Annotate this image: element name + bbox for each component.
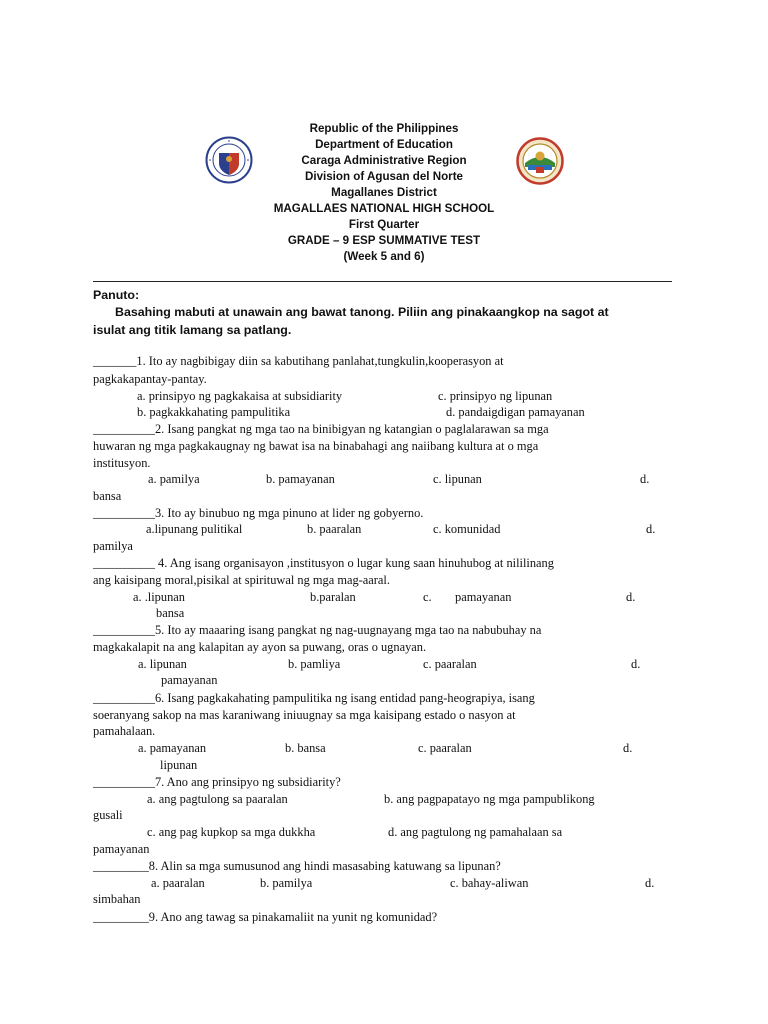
question-3-option-d: d.: [646, 522, 656, 536]
header-quarter: First Quarter: [348, 218, 420, 231]
header-school: MAGALLAES NATIONAL HIGH SCHOOL: [273, 202, 495, 215]
question-6-option-c: c. paaralan: [418, 741, 472, 755]
question-6-option-a: a. pamayanan: [138, 741, 207, 755]
question-6-option-b: b. bansa: [285, 741, 326, 755]
question-8-option-d-text: simbahan: [93, 892, 141, 906]
question-8-option-b: b. pamilya: [260, 876, 313, 890]
question-2-option-a: a. pamilya: [148, 472, 200, 486]
question-5-option-d-text: pamayanan: [161, 673, 218, 687]
question-2-option-c: c. lipunan: [433, 472, 482, 486]
document-header: [200, 121, 568, 265]
question-6-option-d: d.: [623, 741, 633, 755]
question-8-option-a: a. paaralan: [151, 876, 205, 890]
question-1-stem: _______1. Ito ay nagbibigay diin sa kabutihang panlahat,tungkulin,kooperasyon at: [93, 354, 504, 368]
question-6-option-d-text: lipunan: [160, 758, 198, 772]
question-9-stem: _________9. Ano ang tawag sa pinakamaliit na yunit ng komunidad?: [93, 910, 438, 924]
question-1-option-d: d. pandaigdigan pamayanan: [446, 405, 585, 419]
question-3-option-b: b. paaralan: [307, 522, 362, 536]
question-5-stem: __________5. Ito ay maaaring isang pangkat ng nag-uugnayang mga tao na nabubuhay na: [93, 623, 542, 637]
question-6-stem: __________6. Isang pagkakahating pampulitika ng isang entidad pang-heograpiya, isang: [93, 691, 535, 705]
question-3-stem: __________3. Ito ay binubuo ng mga pinuno at lider ng gobyerno.: [93, 506, 424, 520]
instructions-label: Panuto:: [93, 288, 140, 302]
question-1-option-b: b. pagkakkahating pampulitika: [137, 405, 291, 419]
question-1-stem-cont: pagkakapantay-pantay.: [93, 372, 207, 386]
header-district: Magallanes District: [331, 186, 437, 199]
header-department: Department of Education: [315, 138, 453, 151]
header-region: Caraga Administrative Region: [301, 154, 467, 167]
header-test-title: GRADE – 9 ESP SUMMATIVE TEST: [287, 234, 481, 247]
instructions-line-2: isulat ang titik lamang sa patlang.: [93, 323, 292, 337]
question-5-option-a: a. lipunan: [138, 657, 187, 671]
question-4-stem-cont: ang kaisipang moral,pisikal at spirituwal ng mga mag-aaral.: [93, 573, 390, 587]
question-7-option-d-cont: pamayanan: [93, 842, 150, 856]
question-8-option-d: d.: [645, 876, 655, 890]
question-4-option-c: c.: [423, 590, 432, 604]
question-4-option-d: d.: [626, 590, 636, 604]
header-divider: [93, 281, 672, 282]
question-5-option-c: c. paaralan: [423, 657, 477, 671]
question-4-option-a: a. .lipunan: [133, 590, 185, 604]
header-division: Division of Agusan del Norte: [304, 170, 464, 183]
question-5-option-b: b. pamliya: [288, 657, 341, 671]
question-8-stem: _________8. Alin sa mga sumusunod ang hindi masasabing katuwang sa lipunan?: [93, 859, 501, 873]
question-7-option-d: d. ang pagtulong ng pamahalaan sa: [388, 825, 563, 839]
question-7-stem: __________7. Ano ang prinsipyo ng subsidiarity?: [93, 775, 341, 789]
question-2-stem-cont: huwaran ng mga pagkakaugnay ng bawat isa na binabahagi ang naiibang kultura at o mga: [93, 439, 539, 453]
question-7-option-b-cont: gusali: [93, 808, 123, 822]
question-3-option-c: c. komunidad: [433, 522, 501, 536]
question-2-option-d: d.: [640, 472, 650, 486]
question-3-option-a: a.lipunang pulitikal: [146, 522, 243, 536]
question-6-stem-cont: soeranyang sakop na mas karaniwang iniuugnay sa mga kaisipang estado o nasyon at: [93, 708, 516, 722]
question-4-stem: __________ 4. Ang isang organisayon ,institusyon o lugar kung saan hinuhubog at nililinang: [93, 556, 554, 570]
instructions-line-1: Basahing mabuti at unawain ang bawat tanong. Piliin ang pinakaangkop na sagot at: [115, 305, 609, 319]
question-2-option-b: b. pamayanan: [266, 472, 335, 486]
question-6-stem-cont-2: pamahalaan.: [93, 724, 156, 738]
question-4-option-c-text: pamayanan: [455, 590, 512, 604]
question-7-option-a: a. ang pagtulong sa paaralan: [147, 792, 288, 806]
question-5-stem-cont: magkakalapit na ang kalapitan ay ayon sa puwang, oras o ugnayan.: [93, 640, 427, 654]
question-8-option-c: c. bahay-aliwan: [450, 876, 529, 890]
question-4-option-d-text: bansa: [156, 606, 185, 620]
question-3-option-d-text: pamilya: [93, 539, 133, 553]
question-7-option-c: c. ang pag kupkop sa mga dukkha: [147, 825, 316, 839]
question-2-stem-cont-2: institusyon.: [93, 456, 151, 470]
question-1-option-c: c. prinsipyo ng lipunan: [438, 389, 553, 403]
question-1-option-a: a. prinsipyo ng pagkakaisa at subsidiarity: [137, 389, 343, 403]
question-7-option-b: b. ang pagpapatayo ng mga pampublikong: [384, 792, 595, 806]
header-weeks: (Week 5 and 6): [343, 250, 425, 263]
question-2-stem: __________2. Isang pangkat ng mga tao na binibigyan ng katangian o paglalarawan sa mga: [93, 422, 549, 436]
question-5-option-d: d.: [631, 657, 641, 671]
question-2-option-d-text: bansa: [93, 489, 122, 503]
question-4-option-b: b.paralan: [310, 590, 356, 604]
header-country: Republic of the Philippines: [309, 122, 459, 135]
